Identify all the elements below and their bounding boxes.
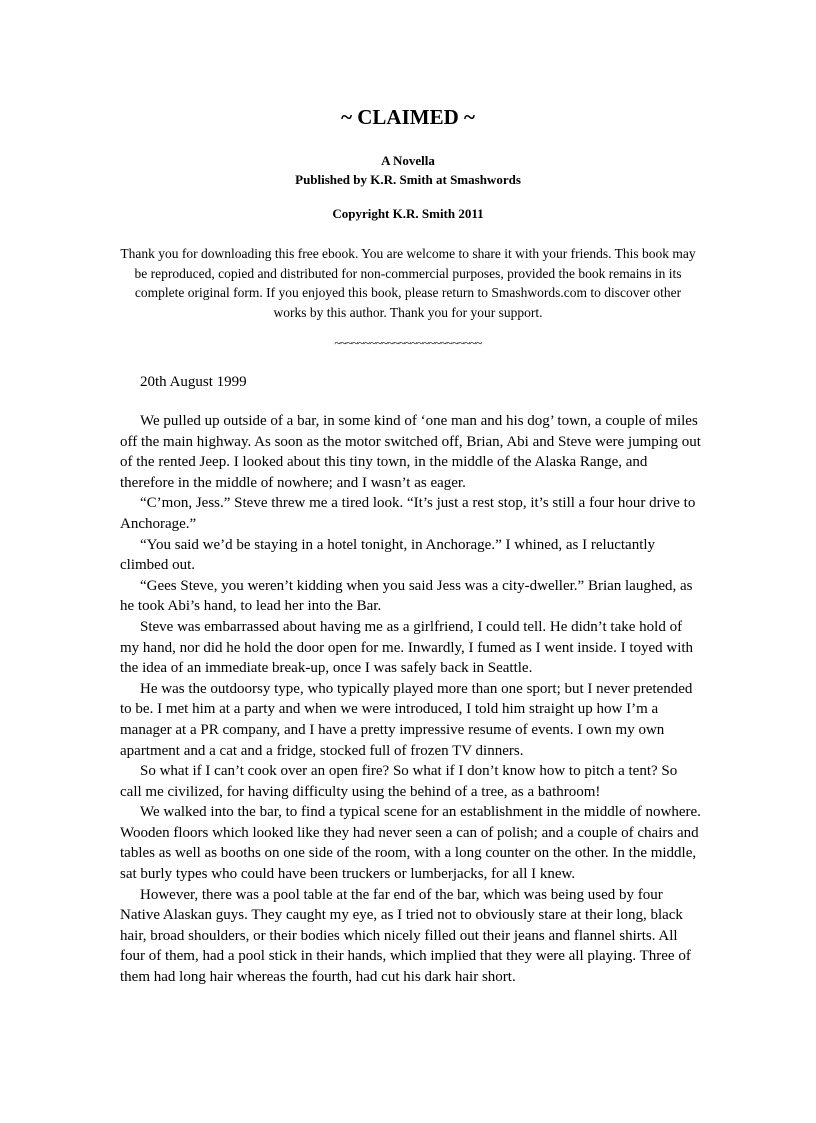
document-title: ~ CLAIMED ~ [341, 105, 475, 129]
paragraph: However, there was a pool table at the far end of the bar, which was being used by four Native Alaskan guys. They caught my eye, as I tried not to obviously stare at their long, black hair, broad shoulders, or their bodies which nicely filled out their jeans and flannel shirts. All four of them, had a pool stick in their hands, which implied that they were all playing. Three of them had long hair whereas the fourth, had cut his dark hair short. [120, 886, 691, 986]
paragraph: “You said we’d be staying in a hotel tonight, in Anchorage.” I whined, as I reluctantly climbed out. [120, 536, 656, 574]
paragraph: “Gees Steve, you weren’t kidding when you said Jess was a city-dweller.” Brian laughed, as he took Abi’s hand, to lead her into the Bar. [120, 577, 693, 615]
document-subtitle-novella: A Novella [381, 153, 435, 168]
paragraph: We pulled up outside of a bar, in some kind of ‘one man and his dog’ town, a couple of miles off the main highway. As soon as the motor switched off, Brian, Abi and Steve were jumping out of the rented Jeep. I looked about this tiny town, in the middle of the Alaska Range, and therefore in the middle of nowhere; and I wasn’t as eager. [120, 413, 701, 491]
section-separator: ~~~~~~~~~~~~~~~~~~~~~~~~~ [334, 336, 482, 350]
paragraph: “C’mon, Jess.” Steve threw me a tired look. “It’s just a rest stop, it’s still a four hour drive to Anchorage.” [120, 495, 696, 532]
chapter-date: 20th August 1999 [140, 374, 247, 390]
paragraph: He was the outdoorsy type, who typically played more than one sport; but I never pretended to be. I met him at a party and when we were introduced, I told him straight up how I’m a manager at a PR company, and I have a pretty impressive resume of events. I own my own apartment and a cat and a fridge, stocked full of frozen TV dinners. [120, 680, 693, 759]
distribution-notice: Thank you for downloading this free ebook. You are welcome to share it with your friends. This book may be reproduced, copied and distributed for non-commercial purposes, provided the book remains in its complete original form. If you enjoyed this book, please return to Smashwords.com to discover other works by this author. Thank you for your support. [120, 246, 696, 320]
document-publisher-line: Published by K.R. Smith at Smashwords [295, 172, 521, 187]
document-copyright: Copyright K.R. Smith 2011 [332, 206, 484, 221]
paragraph: We walked into the bar, to find a typical scene for an establishment in the middle of nowhere. Wooden floors which looked like they had never seen a can of polish; and a couple of chairs and tables as well as booths on one side of the room, with a long counter on the other. In the middle, sat burly types who could have been truckers or lumberjacks, for all I knew. [120, 804, 701, 883]
story-body [120, 411, 701, 988]
paragraph: Steve was embarrassed about having me as a girlfriend, I could tell. He didn’t take hold of my hand, nor did he hold the door open for me. Inwardly, I fumed as I went inside. I toyed with the idea of an immediate break-up, once I was safely back in Seattle. [120, 618, 694, 677]
paragraph: So what if I can’t cook over an open fire? So what if I don’t know how to pitch a tent? So call me civilized, for having difficulty using the behind of a tree, as a bathroom! [120, 763, 678, 800]
